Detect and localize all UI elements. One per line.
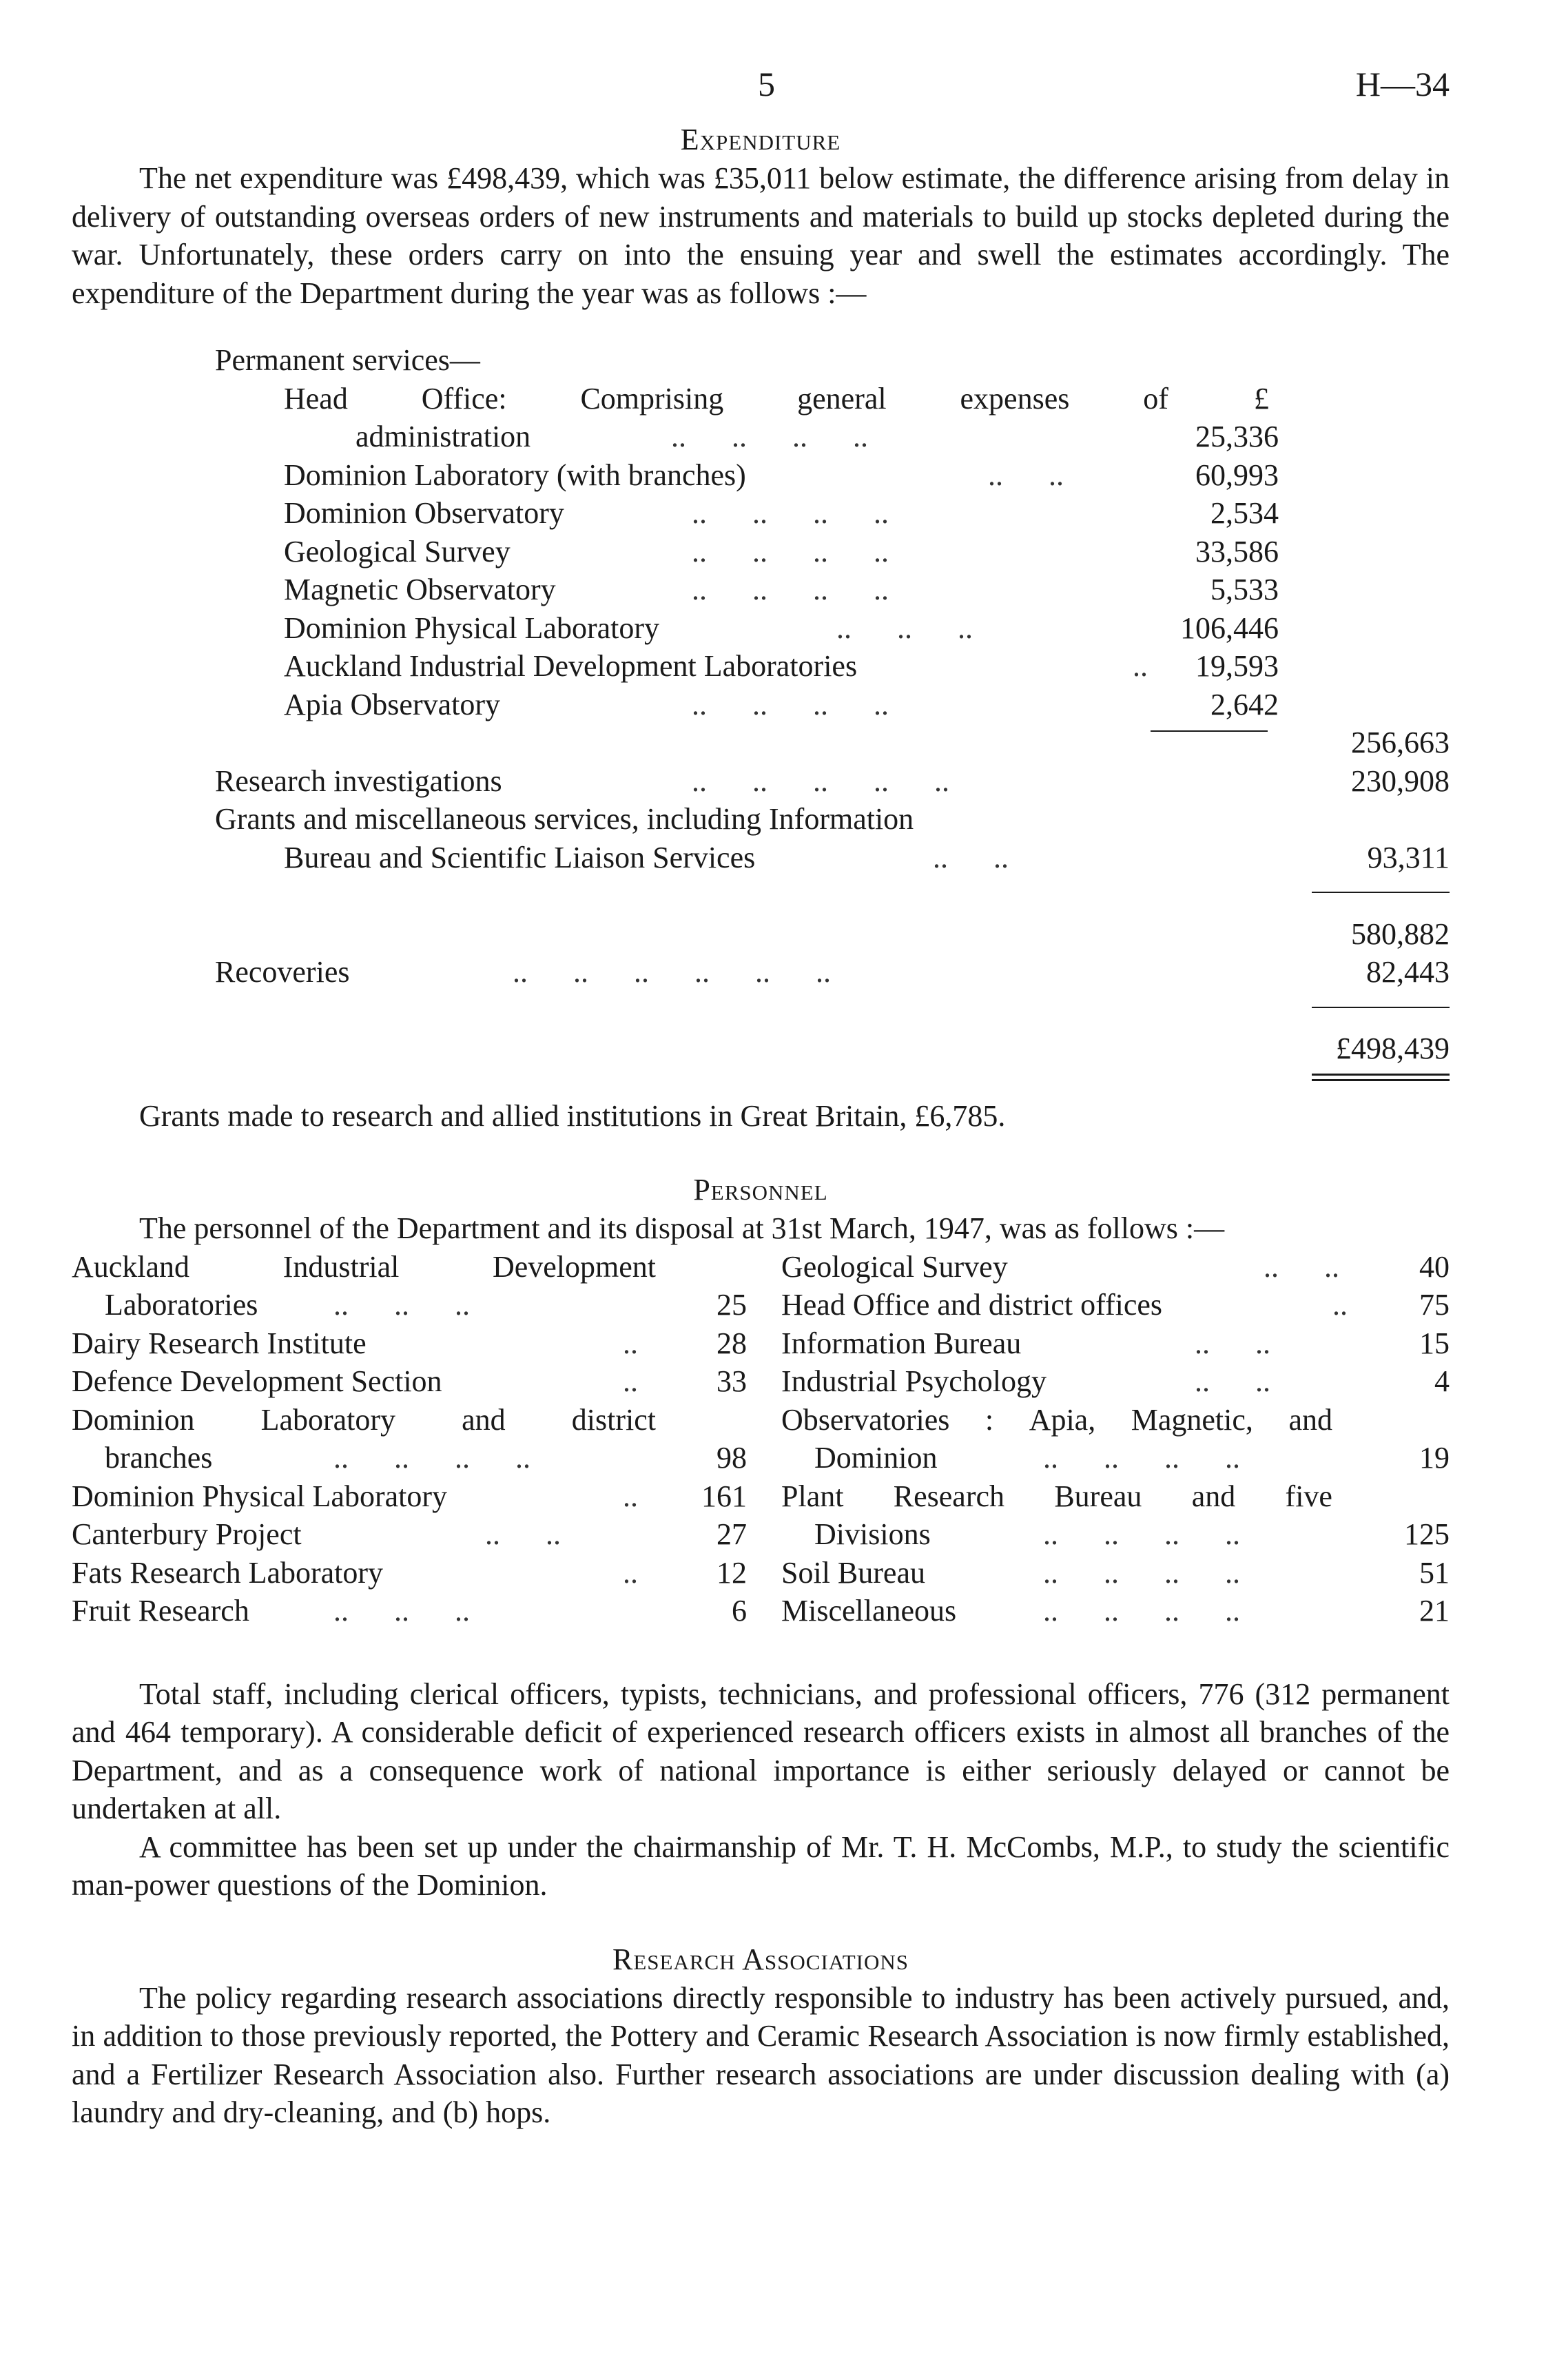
subtotal-rule (1151, 730, 1268, 732)
item-dominion-laboratory: Dominion Laboratory (with branches) (284, 458, 746, 492)
value-dominion-laboratory: 60,993 (1195, 458, 1279, 492)
personnel-misc: Miscellaneous (781, 1594, 957, 1628)
item-dominion-physical-laboratory: Dominion Physical Laboratory (284, 611, 660, 645)
personnel-geological-count: 40 (1419, 1249, 1450, 1284)
document-reference: H—34 (1355, 65, 1450, 103)
personnel-dominion-laboratory-count: 98 (717, 1441, 747, 1475)
gross-subtotal: 580,882 (1351, 916, 1450, 951)
personnel-auckland-cont: Laboratories (105, 1288, 258, 1322)
total-rule (1312, 892, 1450, 893)
personnel-head-office: Head Office and district offices (781, 1288, 1163, 1322)
research-investigations-value: 230,908 (1351, 763, 1450, 798)
personnel-dominion-laboratory: Dominion Laboratory and district (72, 1402, 656, 1437)
net-rule (1312, 1007, 1450, 1008)
research-associations-paragraph: The policy regarding research associations directly responsible to industry has been actively pursued, and, in addition to those previously reported, the Pottery and Ceramic Research Association is now firmly established, and a Fertilizer Research Association also. Further research associations are under discussion dealing with (a) laundry and dry-cleaning, and (b) hops. (72, 1980, 1450, 2129)
total-staff-paragraph: Total staff, including clerical officers, typists, technicians, and professional officers, 776 (312 permanent and 464 temporary). A considerable deficit of experienced research officers exists in almost all branches of the Department, and as a consequence work of national importance is either seriously delayed or cannot be undertaken at all. (72, 1676, 1450, 1825)
personnel-fruit: Fruit Research (72, 1594, 249, 1628)
item-geological-survey: Geological Survey (284, 534, 511, 568)
personnel-dpl: Dominion Physical Laboratory (72, 1479, 448, 1513)
personnel-plant-research-cont: Divisions (814, 1517, 931, 1551)
value-dominion-observatory: 2,534 (1210, 496, 1279, 530)
value-magnetic-observatory: 5,533 (1210, 573, 1279, 606)
expenditure-heading: Expenditure (680, 123, 841, 156)
net-total: £498,439 (1336, 1032, 1450, 1065)
value-dominion-physical-laboratory: 106,446 (1180, 611, 1279, 645)
grants-value: 93,311 (1367, 840, 1450, 874)
personnel-canterbury-count: 27 (717, 1517, 747, 1551)
double-rule-top (1312, 1074, 1450, 1076)
value-geological-survey: 33,586 (1195, 534, 1279, 568)
leader-dots: .. .. .. .. (671, 420, 868, 453)
head-office-label: Head Office: Comprising general expenses of (284, 381, 1168, 416)
head-office-value: 25,336 (1195, 420, 1279, 453)
personnel-auckland-count: 25 (717, 1288, 747, 1322)
research-investigations-label: Research investigations (215, 763, 502, 798)
grants-label: Grants and miscellaneous services, including Information (215, 802, 914, 836)
personnel-fats: Fats Research Laboratory (72, 1555, 384, 1590)
item-magnetic-observatory: Magnetic Observatory (284, 573, 556, 606)
permanent-total: 256,663 (1351, 726, 1450, 759)
personnel-information: Information Bureau (781, 1326, 1022, 1360)
personnel-defence: Defence Development Section (72, 1364, 442, 1398)
head-office-label-cont: administration (355, 420, 531, 453)
personnel-misc-count: 21 (1419, 1594, 1450, 1628)
personnel-defence-count: 33 (717, 1364, 747, 1398)
personnel-fats-count: 12 (717, 1555, 747, 1590)
recoveries-label: Recoveries (215, 955, 350, 989)
personnel-dominion-laboratory-cont: branches (105, 1441, 213, 1475)
page-header (72, 65, 1450, 121)
page (72, 65, 1450, 2132)
page-number: 5 (758, 65, 775, 103)
currency-symbol: £ (1254, 381, 1269, 416)
personnel-observatories-cont: Dominion (814, 1441, 938, 1475)
item-dominion-observatory: Dominion Observatory (284, 496, 564, 530)
personnel-soil-count: 51 (1419, 1555, 1450, 1590)
research-associations-heading: Research Associations (612, 1942, 909, 1976)
personnel-plant-research-count: 125 (1404, 1517, 1450, 1551)
personnel-dpl-count: 161 (701, 1479, 747, 1513)
personnel-intro: The personnel of the Department and its disposal at 31st March, 1947, was as follows :— (139, 1211, 1225, 1245)
item-auckland-laboratories: Auckland Industrial Development Laboratories (284, 649, 858, 683)
personnel-plant-research: Plant Research Bureau and five (781, 1479, 1332, 1513)
recoveries-value: 82,443 (1366, 955, 1450, 989)
personnel-canterbury: Canterbury Project (72, 1517, 302, 1551)
committee-paragraph: A committee has been set up under the chairmanship of Mr. T. H. McCombs, M.P., to study the scientific man-power questions of the Dominion. (72, 1829, 1450, 1902)
personnel-head-office-count: 75 (1419, 1288, 1450, 1322)
expenditure-table: Permanent services— Head Office: Comprising general expenses of £ administration .. .. .. .. 25,336 Dominion Laboratory (with branches) .. .. 60,993 Dominion Observatory .. .. .. .. 2,534 Geological Survey .. .. .. .. 33,586 Magnetic Observatory .. .. .. .. 5,533 Dominion Physical Laboratory .. .. .. 106,446 Auckland Industrial Development Laboratories .. 19,593 Apia Observatory .. .. .. .. 2,642 256,663 Research investigations .. .. .. .. .. 230,908 Grants and miscellaneous services, including Information Bureau and Scientific Liaison Services .. .. 93,311 580,882 Recoveries .. .. .. .. .. .. 82,443 £498,439 Grants made to research and allied institutions in Great Britain, £6,785. (72, 341, 1450, 1135)
personnel-soil: Soil Bureau (781, 1555, 925, 1590)
value-apia-observatory: 2,642 (1210, 687, 1279, 721)
personnel-fruit-count: 6 (732, 1594, 747, 1628)
grants-label-cont: Bureau and Scientific Liaison Services (284, 840, 756, 874)
value-auckland-laboratories: 19,593 (1195, 649, 1279, 683)
item-apia-observatory: Apia Observatory (284, 687, 501, 721)
grants-note: Grants made to research and allied institutions in Great Britain, £6,785. (139, 1098, 1006, 1133)
double-rule-bottom (1312, 1079, 1450, 1081)
permanent-services-label: Permanent services— (215, 343, 480, 377)
personnel-auckland: Auckland Industrial Development (72, 1249, 656, 1284)
personnel-observatories: Observatories : Apia, Magnetic, and (781, 1402, 1332, 1437)
personnel-information-count: 15 (1419, 1326, 1450, 1360)
personnel-right-column: Geological Survey .. .. 40 Head Office and district offices .. 75 Information Bureau .. .. 15 Industrial Psychology .. .. 4 Observatories : Apia, Magnetic, and Dominion .. .. .. .. 19 Plant Research Bureau and five Divisions .. .. .. .. 125 Soil Bureau .. .. .. .. 51 Miscellaneous .. .. .. .. 21 (781, 1248, 1450, 1630)
expenditure-paragraph: The net expenditure was £498,439, which was £35,011 below estimate, the difference arising from delay in delivery of outstanding overseas orders of new instruments and materials to build up stocks depleted during the war. Unfortunately, these orders carry on into the ensuing year and swell the estimates accordingly. The expenditure of the Department during the year was as follows :— (72, 161, 1450, 310)
personnel-geological: Geological Survey (781, 1249, 1008, 1284)
personnel-dairy: Dairy Research Institute (72, 1326, 367, 1360)
personnel-left-column: Auckland Industrial Development Laboratories .. .. .. 25 Dairy Research Institute .. 28 Defence Development Section .. 33 Dominion Laboratory and district branches .. .. .. .. 98 Dominion Physical Laboratory .. 161 Canterbury Project .. .. 27 Fats Research Laboratory .. 12 Fruit Research .. .. .. 6 (72, 1248, 747, 1630)
personnel-heading: Personnel (693, 1173, 828, 1207)
personnel-observatories-count: 19 (1419, 1441, 1450, 1475)
personnel-list (72, 1248, 1450, 1675)
personnel-dairy-count: 28 (717, 1326, 747, 1360)
personnel-industrial-count: 4 (1434, 1364, 1450, 1398)
personnel-industrial: Industrial Psychology (781, 1364, 1047, 1398)
